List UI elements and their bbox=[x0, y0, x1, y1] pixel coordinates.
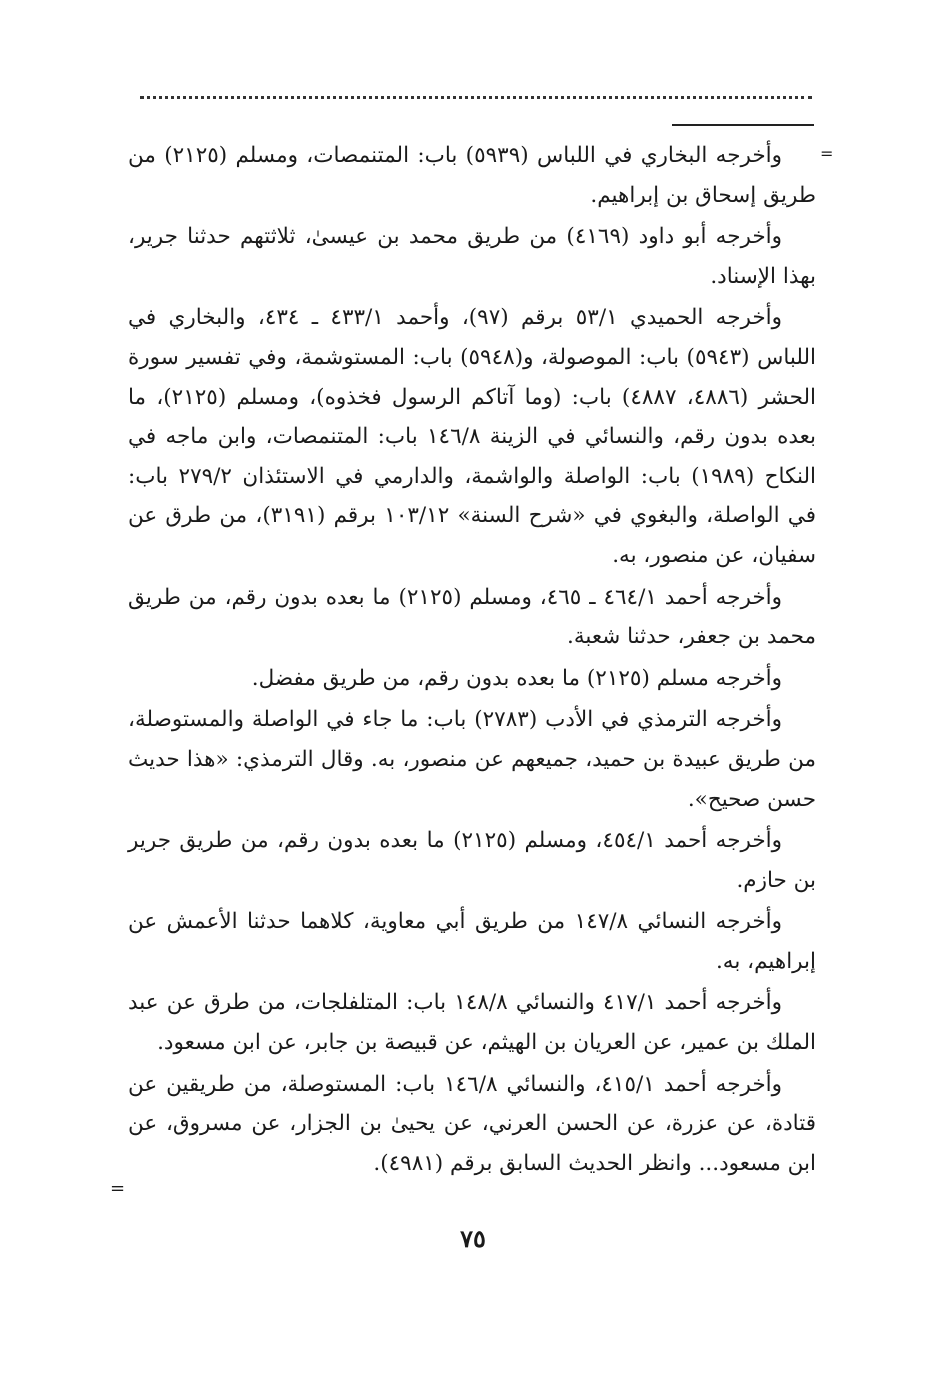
paragraph: وأخرجه البخاري في اللباس (٥٩٣٩) باب: المتنمصات، ومسلم (٢١٢٥) من طريق إسحاق بن إبراهيم. bbox=[128, 143, 816, 208]
dotted-separator bbox=[140, 96, 812, 105]
continuation-marker-top: = bbox=[820, 144, 834, 163]
paragraph: وأخرجه أحمد ٤١٧/١ والنسائي ١٤٨/٨ باب: المتلفلجات، من طرق عن عبد الملك بن عمير، عن العريان بن الهيثم، عن قبيصة بن جابر، عن ابن مسعود. bbox=[128, 990, 816, 1056]
paragraph: وأخرجه أبو داود (٤١٦٩) من طريق محمد بن عيسىٰ، ثلاثتهم حدثنا جرير، بهذا الإسناد. bbox=[128, 224, 816, 289]
page-number: ٧٥ bbox=[460, 1224, 486, 1253]
paragraph: وأخرجه النسائي ١٤٧/٨ من طريق أبي معاوية، كلاهما حدثنا الأعمش عن إبراهيم، به. bbox=[128, 909, 816, 974]
footnote-text bbox=[128, 136, 816, 1185]
paragraph: وأخرجه مسلم (٢١٢٥) ما بعده بدون رقم، من طريق مفضل. bbox=[251, 665, 782, 691]
continuation-marker-bottom: = bbox=[110, 1178, 126, 1199]
paragraph: وأخرجه الحميدي ٥٣/١ برقم (٩٧)، وأحمد ٤٣٣/١ ـ ٤٣٤، والبخاري في اللباس (٥٩٤٣) باب: الموصولة، و(٥٩٤٨) باب: المستوشمة، وفي تفسير سورة الحشر (٤٨٨٦، ٤٨٨٧) باب: (وما آتاكم الرسول فخذوه)، ومسلم (٢١٢٥)، ما بعده بدون رقم، والنسائي في الزينة ١٤٦/٨ باب: المتنمصات، وابن ماجه في النكاح (١٩٨٩) باب: الواصلة والواشمة، والدارمي في الاستئذان ٢٧٩/٢ باب: في الواصلة، والبغوي في «شرح السنة» ١٠٣/١٢ برقم (٣١٩١)، من طرق عن سفيان، عن منصور، به. bbox=[128, 305, 817, 568]
paragraph: وأخرجه الترمذي في الأدب (٢٧٨٣) باب: ما جاء في الواصلة والمستوصلة، من طريق عبيدة بن حميد، جميعهم عن منصور، به. وقال الترمذي: «هذا حديث حسن صحيح». bbox=[128, 707, 816, 812]
paragraph: وأخرجه أحمد ٤٥٤/١، ومسلم (٢١٢٥) ما بعده بدون رقم، من طريق جرير بن حازم. bbox=[128, 828, 816, 893]
footnote-rule bbox=[672, 124, 814, 126]
paragraph: وأخرجه أحمد ٤١٥/١، والنسائي ١٤٦/٨ باب: المستوصلة، من طريقين عن قتادة، عن عزرة، عن الحسن العرني، عن يحيىٰ بن الجزار، عن مسروق، عن ابن مسعود... وانظر الحديث السابق برقم (٤٩٨١). bbox=[128, 1071, 816, 1176]
paragraph: وأخرجه أحمد ٤٦٤/١ ـ ٤٦٥، ومسلم (٢١٢٥) ما بعده بدون رقم، من طريق محمد بن جعفر، حدثنا شعبة. bbox=[128, 584, 816, 650]
